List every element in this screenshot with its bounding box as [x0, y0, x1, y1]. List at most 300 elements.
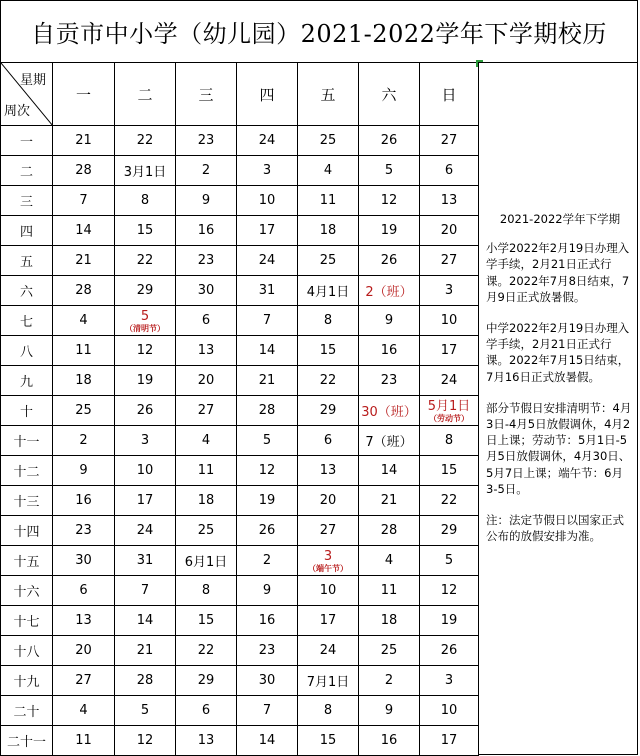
- week-number: 五: [1, 246, 53, 276]
- date-cell: [298, 636, 359, 666]
- date-text: 15: [319, 733, 337, 748]
- date-cell: [237, 696, 298, 726]
- week-row: [1, 306, 479, 336]
- date-text: 4: [384, 553, 394, 568]
- date-cell: [237, 516, 298, 546]
- date-cell: [115, 486, 176, 516]
- date-text: 7: [262, 703, 272, 718]
- date-cell: [298, 186, 359, 216]
- date-cell: [176, 426, 237, 456]
- date-text: 5: [262, 433, 272, 448]
- day-header: 五: [298, 63, 359, 126]
- holiday-label: （劳动节）: [429, 413, 469, 423]
- date-cell: [53, 186, 115, 216]
- date-cell: [53, 366, 115, 396]
- week-number: 十八: [1, 636, 53, 666]
- date-cell: [298, 216, 359, 246]
- date-cell: [176, 486, 237, 516]
- date-cell: [53, 696, 115, 726]
- date-text: 21: [380, 493, 398, 508]
- week-number: 三: [1, 186, 53, 216]
- week-row: [1, 666, 479, 696]
- date-cell: [115, 246, 176, 276]
- date-cell: [53, 666, 115, 696]
- date-cell: [420, 126, 479, 156]
- date-cell: [237, 246, 298, 276]
- date-text: 3: [444, 673, 454, 688]
- date-text: 12: [440, 583, 458, 598]
- date-cell: [420, 186, 479, 216]
- date-cell: [237, 666, 298, 696]
- week-row: [1, 696, 479, 726]
- date-text: 2: [79, 433, 88, 448]
- week-number: 十九: [1, 666, 53, 696]
- date-cell: [359, 366, 420, 396]
- date-cell: [420, 516, 479, 546]
- date-cell: [420, 696, 479, 726]
- date-text: 31: [258, 283, 276, 298]
- week-row: [1, 216, 479, 246]
- date-cell: [115, 126, 176, 156]
- date-cell: [298, 156, 359, 186]
- date-text: 16: [197, 223, 215, 238]
- date-cell: [420, 726, 479, 756]
- date-text: 17: [258, 223, 276, 238]
- date-text: 9: [201, 193, 211, 208]
- date-text: 25: [319, 133, 337, 148]
- date-cell: [115, 276, 176, 306]
- date-cell: [115, 366, 176, 396]
- date-cell: [176, 396, 237, 426]
- date-cell: [237, 726, 298, 756]
- date-cell: [298, 426, 359, 456]
- date-text: 12: [380, 193, 398, 208]
- date-cell: [298, 456, 359, 486]
- date-cell: [237, 396, 298, 426]
- week-number: 六: [1, 276, 53, 306]
- corner-week-label: 周次: [4, 104, 31, 119]
- date-text: 17: [440, 343, 458, 358]
- week-number: 十二: [1, 456, 53, 486]
- week-number: 八: [1, 336, 53, 366]
- week-number: 二: [1, 156, 53, 186]
- week-number: 十七: [1, 606, 53, 636]
- date-cell: [420, 336, 479, 366]
- date-cell: [359, 426, 420, 456]
- date-cell: [298, 666, 359, 696]
- week-row: [1, 726, 479, 756]
- date-cell: [298, 396, 359, 426]
- date-text: 15: [136, 223, 154, 238]
- date-text: 14: [136, 613, 154, 628]
- week-number: 十一: [1, 426, 53, 456]
- day-header: 一: [53, 63, 115, 126]
- date-cell: [176, 726, 237, 756]
- date-cell: [53, 336, 115, 366]
- week-row: [1, 546, 479, 576]
- date-cell: [237, 276, 298, 306]
- date-text: 2: [384, 673, 394, 688]
- date-cell: [176, 276, 237, 306]
- notes-holidays: 部分节假日安排清明节：4月3日-4月5日放假调休，4月2日上课；劳动节：5月1日-5月5日放假调休，4月30日、5月7日上课；端午节：6月3-5日。: [486, 400, 632, 496]
- date-text: 21: [136, 643, 154, 658]
- date-cell: [298, 486, 359, 516]
- date-text: 10: [440, 313, 458, 328]
- date-text: 27: [319, 523, 337, 538]
- date-text: 30: [258, 673, 276, 688]
- date-cell: [359, 666, 420, 696]
- week-number: 一: [1, 126, 53, 156]
- date-text: 18: [380, 613, 398, 628]
- date-cell: [53, 306, 115, 336]
- date-text: 28: [258, 403, 276, 418]
- date-text: 11: [197, 463, 215, 478]
- date-text: 22: [136, 133, 154, 148]
- date-cell: [298, 366, 359, 396]
- date-text: 24: [258, 253, 276, 268]
- date-text: 14: [258, 343, 276, 358]
- date-cell: [237, 576, 298, 606]
- week-row: [1, 486, 479, 516]
- date-text: 28: [75, 283, 92, 298]
- date-cell: [237, 486, 298, 516]
- date-text: 7月1日: [306, 675, 350, 690]
- date-text: 23: [258, 643, 276, 658]
- date-text: 7（班）: [365, 435, 413, 450]
- date-text: 3: [262, 163, 272, 178]
- date-cell: [115, 456, 176, 486]
- week-number: 十五: [1, 546, 53, 576]
- date-cell: [237, 366, 298, 396]
- date-cell: [420, 456, 479, 486]
- date-cell: [176, 546, 237, 576]
- date-text: 30（班）: [361, 405, 417, 420]
- date-cell: [420, 306, 479, 336]
- date-text: 26: [380, 133, 398, 148]
- date-text: 16: [258, 613, 276, 628]
- calendar-title: 自贡市中小学（幼儿园）2021-2022学年下学期校历: [0, 0, 638, 63]
- date-text: 4: [79, 313, 88, 328]
- date-cell: [420, 426, 479, 456]
- date-text: 16: [380, 733, 398, 748]
- date-text: 30: [197, 283, 215, 298]
- date-cell: [176, 666, 237, 696]
- date-text: 7: [262, 313, 272, 328]
- date-text: 28: [380, 523, 398, 538]
- date-cell: [298, 726, 359, 756]
- date-cell: [359, 636, 420, 666]
- date-text: 15: [319, 343, 337, 358]
- date-cell: [176, 636, 237, 666]
- date-cell: [420, 276, 479, 306]
- date-text: 6: [201, 703, 211, 718]
- date-cell: [53, 246, 115, 276]
- corner-cell: [1, 63, 53, 126]
- date-text: 7: [79, 193, 88, 208]
- date-cell: [115, 156, 176, 186]
- date-cell: [176, 456, 237, 486]
- date-cell: [420, 156, 479, 186]
- date-text: 13: [319, 463, 337, 478]
- date-cell: [359, 246, 420, 276]
- date-text: 9: [384, 703, 394, 718]
- date-cell: [298, 276, 359, 306]
- date-text: 5月1日: [427, 398, 471, 414]
- date-cell: [359, 276, 420, 306]
- date-cell: [359, 336, 420, 366]
- week-number: 十三: [1, 486, 53, 516]
- date-text: 26: [440, 643, 458, 658]
- date-text: 20: [440, 223, 458, 238]
- date-text: 24: [440, 373, 458, 388]
- date-text: 13: [440, 193, 458, 208]
- date-cell: [420, 366, 479, 396]
- date-text: 18: [319, 223, 337, 238]
- date-cell: [176, 156, 237, 186]
- date-cell: [115, 546, 176, 576]
- date-text: 15: [197, 613, 215, 628]
- date-text: 26: [380, 253, 398, 268]
- date-cell: [420, 216, 479, 246]
- date-text: 24: [258, 133, 276, 148]
- week-row: [1, 516, 479, 546]
- date-text: 26: [258, 523, 276, 538]
- date-text: 21: [258, 373, 276, 388]
- date-cell: [115, 516, 176, 546]
- date-cell: [53, 396, 115, 426]
- date-text: 6: [444, 163, 454, 178]
- date-text: 23: [75, 523, 92, 538]
- date-cell: [237, 336, 298, 366]
- date-cell: [420, 636, 479, 666]
- calendar-body: [1, 126, 479, 756]
- week-row: [1, 636, 479, 666]
- date-text: 28: [136, 673, 154, 688]
- date-text: 9: [262, 583, 272, 598]
- date-text: 13: [197, 733, 215, 748]
- notes-disclaimer: 注：法定节假日以国家正式公布的放假安排为准。: [486, 513, 624, 544]
- date-cell: [420, 396, 479, 426]
- date-cell: [237, 546, 298, 576]
- date-text: 21: [75, 253, 92, 268]
- date-cell: [298, 546, 359, 576]
- notes-panel: [478, 62, 638, 755]
- date-text: 18: [75, 373, 92, 388]
- week-row: [1, 456, 479, 486]
- date-cell: [115, 666, 176, 696]
- date-cell: [176, 186, 237, 216]
- date-text: 10: [319, 583, 337, 598]
- date-text: 18: [197, 493, 215, 508]
- week-number: 二十一: [1, 726, 53, 756]
- date-text: 23: [197, 253, 215, 268]
- date-cell: [237, 186, 298, 216]
- date-cell: [298, 246, 359, 276]
- week-row: [1, 606, 479, 636]
- date-text: 16: [75, 493, 92, 508]
- date-text: 31: [136, 553, 154, 568]
- date-text: 11: [75, 343, 92, 358]
- week-row: [1, 396, 479, 426]
- date-text: 8: [444, 433, 454, 448]
- date-text: 22: [136, 253, 154, 268]
- notes-heading: 2021-2022学年下学期: [499, 212, 621, 226]
- date-text: 24: [136, 523, 154, 538]
- date-text: 25: [197, 523, 215, 538]
- date-text: 25: [380, 643, 398, 658]
- date-cell: [176, 576, 237, 606]
- week-number: 十六: [1, 576, 53, 606]
- day-header: 四: [237, 63, 298, 126]
- date-cell: [359, 606, 420, 636]
- date-cell: [176, 306, 237, 336]
- notes-primary: 小学2022年2月19日办理入学手续，2月21日正式行课。2022年7月8日结束，7月9日正式放暑假。: [486, 241, 630, 304]
- week-number: 四: [1, 216, 53, 246]
- date-text: 21: [75, 133, 92, 148]
- date-text: 11: [319, 193, 337, 208]
- date-text: 14: [75, 223, 92, 238]
- date-cell: [298, 606, 359, 636]
- date-text: 4: [201, 433, 211, 448]
- date-cell: [237, 216, 298, 246]
- date-text: 20: [197, 373, 215, 388]
- date-cell: [53, 126, 115, 156]
- date-text: 19: [258, 493, 276, 508]
- notes-text: [486, 211, 634, 559]
- date-text: 5: [140, 308, 150, 324]
- date-text: 29: [319, 403, 337, 418]
- date-text: 2: [201, 163, 211, 178]
- date-text: 7: [140, 583, 150, 598]
- date-cell: [53, 606, 115, 636]
- date-text: 2: [262, 553, 272, 568]
- date-text: 2（班）: [365, 285, 413, 300]
- date-text: 27: [440, 133, 458, 148]
- date-text: 10: [440, 703, 458, 718]
- date-text: 8: [323, 703, 333, 718]
- date-cell: [298, 516, 359, 546]
- date-text: 11: [380, 583, 398, 598]
- date-cell: [298, 576, 359, 606]
- day-header: 二: [115, 63, 176, 126]
- week-number: 七: [1, 306, 53, 336]
- week-row: [1, 186, 479, 216]
- holiday-label: （端午节）: [308, 563, 348, 573]
- date-text: 6月1日: [184, 555, 228, 570]
- date-cell: [115, 726, 176, 756]
- date-cell: [176, 696, 237, 726]
- date-cell: [176, 246, 237, 276]
- date-text: 22: [197, 643, 215, 658]
- date-cell: [237, 306, 298, 336]
- date-text: 3月1日: [123, 165, 167, 180]
- date-text: 17: [440, 733, 458, 748]
- week-number: 二十: [1, 696, 53, 726]
- date-cell: [115, 576, 176, 606]
- date-text: 22: [319, 373, 337, 388]
- date-cell: [176, 366, 237, 396]
- date-cell: [298, 336, 359, 366]
- week-row: [1, 366, 479, 396]
- date-text: 3: [140, 433, 150, 448]
- date-text: 27: [440, 253, 458, 268]
- date-text: 4月1日: [306, 285, 350, 300]
- date-text: 8: [140, 193, 150, 208]
- date-cell: [53, 546, 115, 576]
- date-cell: [53, 516, 115, 546]
- week-number: 十四: [1, 516, 53, 546]
- date-text: 13: [75, 613, 92, 628]
- week-row: [1, 426, 479, 456]
- date-cell: [53, 726, 115, 756]
- date-cell: [53, 486, 115, 516]
- date-text: 9: [79, 463, 88, 478]
- date-cell: [237, 156, 298, 186]
- date-text: 6: [201, 313, 211, 328]
- date-cell: [237, 636, 298, 666]
- corner-day-label: 星期: [19, 73, 46, 88]
- date-text: 16: [380, 343, 398, 358]
- week-row: [1, 156, 479, 186]
- date-text: 27: [197, 403, 215, 418]
- date-cell: [53, 426, 115, 456]
- date-text: 13: [197, 343, 215, 358]
- day-header: 日: [420, 63, 479, 126]
- date-cell: [298, 306, 359, 336]
- date-cell: [359, 486, 420, 516]
- date-cell: [359, 726, 420, 756]
- week-row: [1, 276, 479, 306]
- notes-middle: 中学2022年2月19日办理入学手续，2月21日正式行课。2022年7月15日结束，7月16日正式放暑假。: [486, 321, 630, 384]
- date-text: 28: [75, 163, 92, 178]
- date-text: 29: [136, 283, 154, 298]
- date-text: 8: [201, 583, 211, 598]
- date-text: 30: [75, 553, 92, 568]
- date-cell: [359, 696, 420, 726]
- date-cell: [53, 576, 115, 606]
- date-text: 20: [319, 493, 337, 508]
- date-text: 3: [444, 283, 454, 298]
- date-cell: [359, 306, 420, 336]
- date-cell: [359, 396, 420, 426]
- date-text: 8: [323, 313, 333, 328]
- date-cell: [298, 696, 359, 726]
- date-text: 19: [380, 223, 398, 238]
- date-cell: [176, 336, 237, 366]
- date-cell: [53, 156, 115, 186]
- date-text: 12: [136, 733, 154, 748]
- date-text: 19: [136, 373, 154, 388]
- date-cell: [359, 546, 420, 576]
- date-cell: [420, 486, 479, 516]
- date-text: 4: [79, 703, 88, 718]
- date-text: 26: [136, 403, 154, 418]
- date-cell: [237, 606, 298, 636]
- date-cell: [53, 276, 115, 306]
- date-text: 10: [258, 193, 276, 208]
- date-text: 5: [444, 553, 454, 568]
- date-cell: [115, 186, 176, 216]
- date-text: 6: [323, 433, 333, 448]
- date-text: 10: [136, 463, 154, 478]
- date-cell: [359, 186, 420, 216]
- date-text: 25: [75, 403, 92, 418]
- date-cell: [176, 516, 237, 546]
- holiday-label: （清明节）: [125, 323, 165, 333]
- date-text: 12: [258, 463, 276, 478]
- date-cell: [359, 216, 420, 246]
- date-cell: [420, 666, 479, 696]
